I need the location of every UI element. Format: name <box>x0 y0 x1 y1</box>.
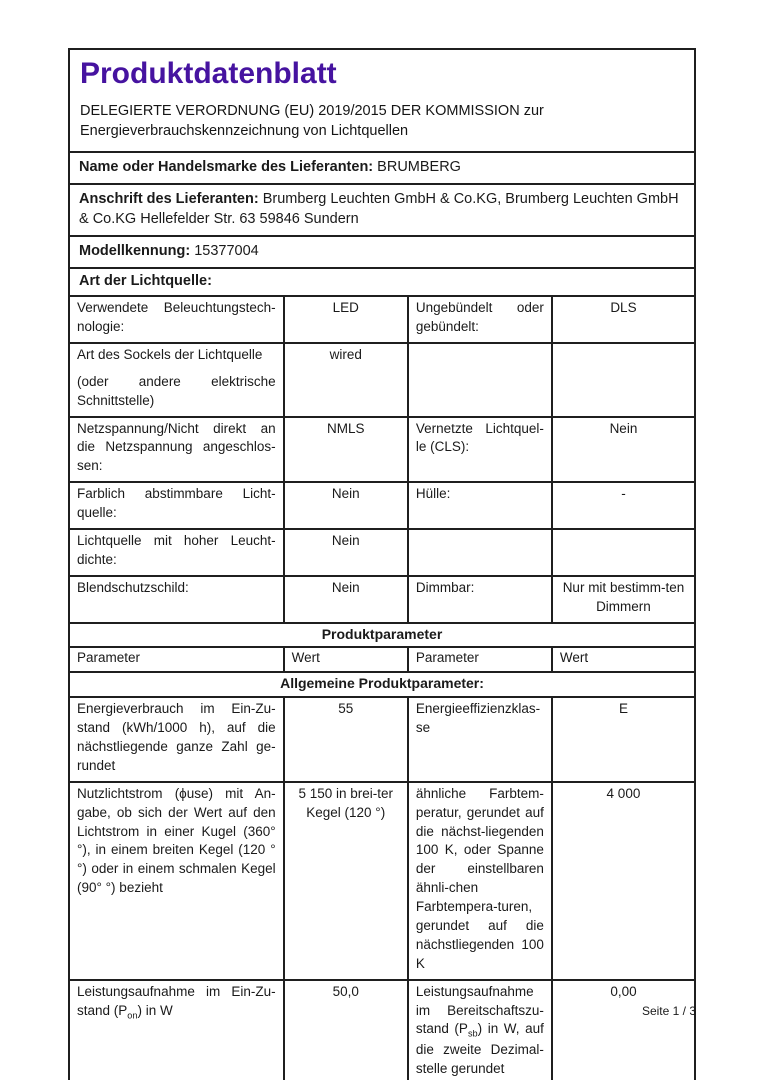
subscript: on <box>127 1010 138 1021</box>
param-cell: Netzspannung/Nicht direkt an die Netzspannung angeschlos-sen: <box>77 420 276 474</box>
supplier-address-row <box>70 183 694 235</box>
param-text: Leistungsaufnahme im Ein-Zu-stand (P <box>77 983 276 1018</box>
page-number: Seite 1 / 3 <box>641 1004 696 1018</box>
page-title: Produktdatenblatt <box>80 57 337 90</box>
table-row <box>70 696 694 781</box>
param-cell: Nutzlichtstrom (ϕuse) mit An-gabe, ob sich der Wert auf den Lichtstrom in einer Kugel (360° °), in einem breiten Kegel (120 °°) oder in einem schmalen Kegel (90° °) bezieht <box>77 785 276 896</box>
supplier-name-row <box>70 151 694 183</box>
table-row <box>70 342 694 416</box>
value-cell: LED <box>283 297 407 342</box>
table-row <box>70 481 694 528</box>
param-cell: Energieeffizienzklas-se <box>407 698 551 781</box>
general-params-subheading: Allgemeine Produktparameter: <box>70 671 694 696</box>
value-cell: E <box>551 698 694 781</box>
param-text: Leistungsaufnahme im Bereitschaftszu-stand (P <box>415 983 544 1037</box>
supplier-address-label: Anschrift des Lieferanten: <box>79 191 259 208</box>
param-cell: Blendschutzschild: <box>77 579 189 595</box>
product-datasheet <box>68 48 696 1080</box>
value-cell <box>551 344 694 416</box>
value-cell: - <box>551 483 694 528</box>
param-cell: ähnliche Farbtem-peratur, gerundet auf die nächst-liegenden 100 K, oder Spanne der einstellbaren ähnli-chen Farbtempera-turen, gerundet auf die nächstliegenden 100 K <box>407 783 551 979</box>
table-row <box>70 528 694 575</box>
value-cell: 0,00 <box>551 981 694 1080</box>
param-cell: Verwendete Beleuchtungstech-nologie: <box>77 300 276 334</box>
param-cell: Dimmbar: <box>407 577 551 622</box>
model-id-row <box>70 235 694 267</box>
column-header: Parameter <box>407 648 551 671</box>
table-row <box>70 575 694 622</box>
value-cell: DLS <box>551 297 694 342</box>
param-cell: Hülle: <box>407 483 551 528</box>
value-cell: 5 150 in brei-ter Kegel (120 °) <box>283 783 407 979</box>
param-cell <box>70 981 283 1080</box>
regulation-text: DELEGIERTE VERORDNUNG (EU) 2019/2015 DER KOMMISSION zur Energieverbrauchskennzeichnung von Lichtquellen <box>80 102 544 139</box>
table-row <box>70 781 694 979</box>
product-params-heading: Produktparameter <box>70 622 694 647</box>
light-source-section-heading: Art der Lichtquelle: <box>70 267 694 295</box>
column-header: Wert <box>551 648 694 671</box>
param-text: ) in W, auf die zweite Dezimal-stelle gerundet <box>415 1021 544 1076</box>
supplier-name-label: Name oder Handelsmarke des Lieferanten: <box>79 159 374 176</box>
params-column-header-row <box>70 646 694 671</box>
param-line-2: (oder andere elektrische Schnittstelle) <box>77 373 276 408</box>
supplier-name-value: BRUMBERG <box>377 159 461 176</box>
model-id-value: 15377004 <box>194 243 259 260</box>
value-cell: wired <box>283 344 407 416</box>
table-row <box>70 979 694 1080</box>
param-line-1: Art des Sockels der Lichtquelle <box>77 346 263 362</box>
table-row <box>70 416 694 482</box>
value-cell: 4 000 <box>551 783 694 979</box>
supplier-address-value: Brumberg Leuchten GmbH & Co.KG, Brumberg Leuchten GmbH & Co.KG Hellefelder Str. 63 59846 Sundern <box>79 191 679 228</box>
subscript: sb <box>467 1029 478 1040</box>
param-cell: Vernetzte Lichtquel-le (CLS): <box>407 418 551 482</box>
param-cell <box>70 344 283 416</box>
value-cell <box>551 530 694 575</box>
column-header: Wert <box>283 648 407 671</box>
value-cell: 55 <box>283 698 407 781</box>
value-cell: Nein <box>283 530 407 575</box>
value-cell: Nein <box>283 483 407 528</box>
value-cell: 50,0 <box>283 981 407 1080</box>
value-cell: Nein <box>283 577 407 622</box>
param-cell: Energieverbrauch im Ein-Zu-stand (kWh/1000 h), auf die nächstliegende ganze Zahl ge-rundet <box>77 701 276 773</box>
value-cell: NMLS <box>283 418 407 482</box>
param-cell <box>407 981 551 1080</box>
model-id-label: Modellkennung: <box>79 243 191 260</box>
value-cell: Nein <box>551 418 694 482</box>
table-row <box>70 295 694 342</box>
param-cell <box>407 344 551 416</box>
column-header: Parameter <box>77 650 141 666</box>
datasheet-header <box>70 50 694 151</box>
param-text: ) in W <box>137 1002 173 1018</box>
value-cell: Nur mit bestimm-ten Dimmern <box>551 577 694 622</box>
param-cell: Lichtquelle mit hoher Leucht-dichte: <box>77 533 276 567</box>
param-cell: Ungebündelt oder gebündelt: <box>407 297 551 342</box>
param-cell <box>407 530 551 575</box>
param-cell: Farblich abstimmbare Licht-quelle: <box>77 486 276 521</box>
